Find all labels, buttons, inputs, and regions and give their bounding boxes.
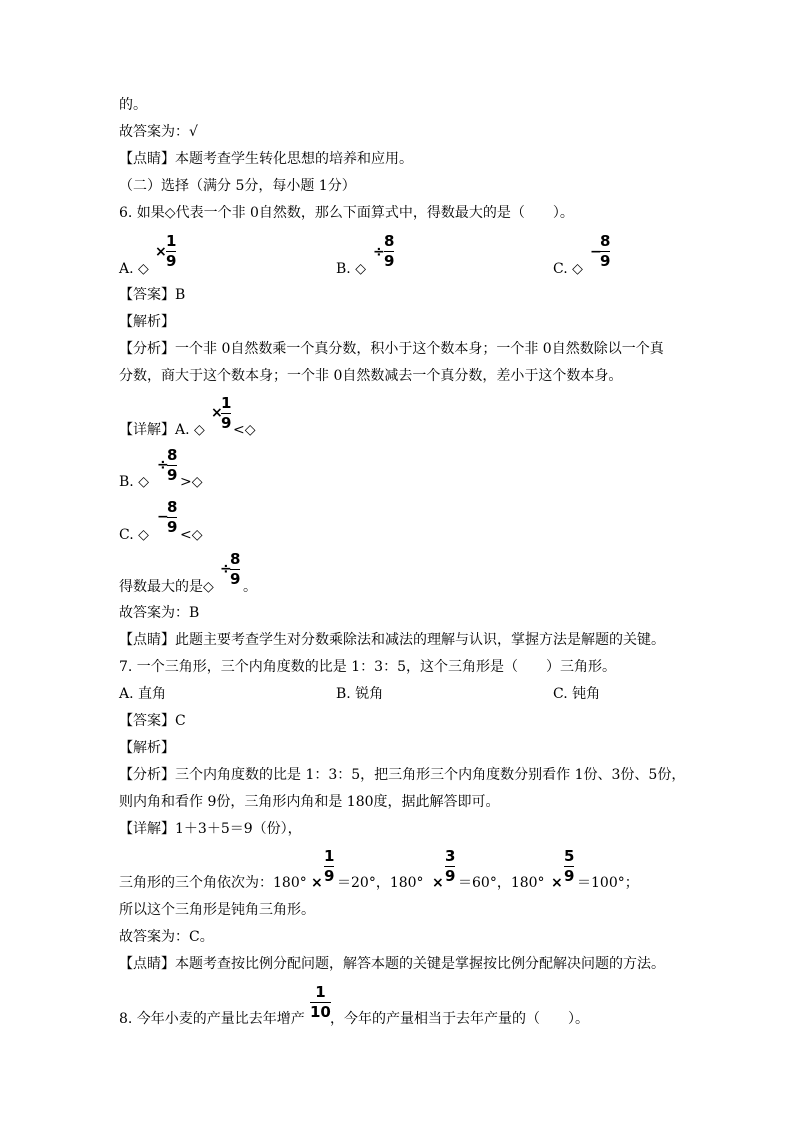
minus-operator: − bbox=[590, 244, 602, 260]
numerator: 8 bbox=[230, 550, 241, 568]
numerator: 1 bbox=[324, 847, 335, 865]
numerator: 8 bbox=[167, 498, 178, 516]
times-operator: × bbox=[432, 875, 444, 891]
text-line: 故答案为：√ bbox=[119, 124, 198, 140]
q7-dianjing: 【点睛】本题考查按比例分配问题，解答本题的关键是掌握按比例分配解决问题的方法。 bbox=[119, 956, 665, 972]
denominator: 10 bbox=[310, 1003, 331, 1021]
denominator: 9 bbox=[564, 867, 575, 885]
question-7: 7. 一个三角形，三个内角度数的比是 1：3：5，这个三角形是（ ）三角形。 bbox=[119, 659, 616, 675]
q7-option-c: C. 钝角 bbox=[553, 686, 601, 702]
question-8: 8. 今年小麦的产量比去年增产 bbox=[119, 1011, 305, 1027]
q6-option-c: C. ◇ bbox=[553, 261, 583, 277]
q6-detail-b-fraction bbox=[167, 447, 177, 484]
text-line: 的。 bbox=[119, 97, 147, 113]
numerator: 1 bbox=[166, 232, 177, 250]
times-operator: × bbox=[155, 244, 167, 260]
q6-max: 得数最大的是◇ bbox=[119, 579, 214, 595]
numerator: 3 bbox=[445, 847, 456, 865]
denominator: 9 bbox=[230, 570, 241, 588]
section-heading: （二）选择（满分 5分，每小题 1分） bbox=[119, 178, 356, 194]
q6-detail-a-fraction bbox=[221, 395, 231, 432]
denominator: 9 bbox=[384, 252, 395, 270]
q7-answer: 【答案】C bbox=[119, 713, 186, 729]
q7-calc-3-tail: ＝100°； bbox=[577, 875, 639, 891]
q7-option-b: B. 锐角 bbox=[336, 686, 384, 702]
numerator: 8 bbox=[600, 232, 611, 250]
denominator: 9 bbox=[445, 867, 456, 885]
q6-fenxi-cont: 分数，商大于这个数本身；一个非 0自然数减去一个真分数，差小于这个数本身。 bbox=[119, 368, 623, 384]
numerator: 1 bbox=[221, 394, 232, 412]
question-8-tail: ，今年的产量相当于去年产量的（ ）。 bbox=[330, 1011, 589, 1027]
denominator: 9 bbox=[221, 414, 232, 432]
denominator: 9 bbox=[166, 252, 177, 270]
q6-final: 故答案为：B bbox=[119, 605, 200, 621]
q8-fraction bbox=[310, 984, 331, 1021]
q6-max-fraction bbox=[230, 551, 240, 588]
q6-option-a: A. ◇ bbox=[119, 261, 149, 277]
minus-operator: − bbox=[157, 509, 169, 525]
times-operator: × bbox=[311, 875, 323, 891]
q6-option-c-fraction bbox=[600, 233, 610, 270]
q7-fenxi-cont: 则内角和看作 9份，三角形内角和是 180度，据此解答即可。 bbox=[119, 794, 500, 810]
denominator: 9 bbox=[167, 466, 178, 484]
times-operator: × bbox=[211, 405, 223, 421]
q6-max-tail: 。 bbox=[243, 579, 257, 595]
q6-dianjing: 【点睛】此题主要考查学生对分数乘除法和减法的理解与认识，掌握方法是解题的关键。 bbox=[119, 632, 665, 648]
numerator: 5 bbox=[564, 847, 575, 865]
q6-detail-c-fraction bbox=[167, 499, 177, 536]
q7-fenxi: 【分析】三个内角度数的比是 1：3：5，把三角形三个内角度数分别看作 1份、3份、5份， bbox=[119, 767, 686, 783]
q6-detail-c-tail: <◇ bbox=[180, 527, 203, 543]
q6-option-a-fraction bbox=[166, 233, 176, 270]
denominator: 9 bbox=[324, 867, 335, 885]
dianjing-line: 【点睛】本题考查学生转化思想的培养和应用。 bbox=[119, 151, 413, 167]
q7-fraction-2 bbox=[445, 848, 455, 885]
q7-calc-2-tail: ＝60°，180° bbox=[458, 875, 545, 891]
denominator: 9 bbox=[600, 252, 611, 270]
numerator: 1 bbox=[315, 983, 326, 1001]
q7-calc-1-tail: ＝20°，180° bbox=[337, 875, 424, 891]
q6-option-b: B. ◇ bbox=[336, 261, 366, 277]
q7-option-a: A. 直角 bbox=[119, 686, 167, 702]
denominator: 9 bbox=[167, 518, 178, 536]
times-operator: × bbox=[551, 875, 563, 891]
numerator: 8 bbox=[384, 232, 395, 250]
q7-final: 故答案为：C。 bbox=[119, 929, 214, 945]
q7-detail: 【详解】1＋3＋5＝9（份）， bbox=[119, 821, 302, 837]
q7-fraction-3 bbox=[564, 848, 574, 885]
q6-answer: 【答案】B bbox=[119, 287, 186, 303]
divide-operator: ÷ bbox=[157, 457, 169, 473]
q6-detail-c: C. ◇ bbox=[119, 527, 149, 543]
q6-detail-b: B. ◇ bbox=[119, 474, 149, 490]
q7-fraction-1 bbox=[324, 848, 334, 885]
divide-operator: ÷ bbox=[373, 244, 385, 260]
q7-calc: 三角形的三个角依次为：180° bbox=[119, 875, 307, 891]
q6-detail-a: 【详解】A. ◇ bbox=[119, 422, 205, 438]
numerator: 8 bbox=[167, 446, 178, 464]
q7-jiexi: 【解析】 bbox=[119, 740, 175, 756]
divide-operator: ÷ bbox=[220, 561, 232, 577]
q6-detail-b-tail: >◇ bbox=[180, 474, 203, 490]
q6-fenxi: 【分析】一个非 0自然数乘一个真分数，积小于这个数本身；一个非 0自然数除以一个真 bbox=[119, 341, 664, 357]
q6-detail-a-tail: <◇ bbox=[233, 422, 256, 438]
q6-jiexi: 【解析】 bbox=[119, 314, 175, 330]
q6-option-b-fraction bbox=[384, 233, 394, 270]
q7-conclusion: 所以这个三角形是钝角三角形。 bbox=[119, 902, 315, 918]
question-6: 6. 如果◇代表一个非 0自然数，那么下面算式中，得数最大的是（ ）。 bbox=[119, 205, 574, 221]
